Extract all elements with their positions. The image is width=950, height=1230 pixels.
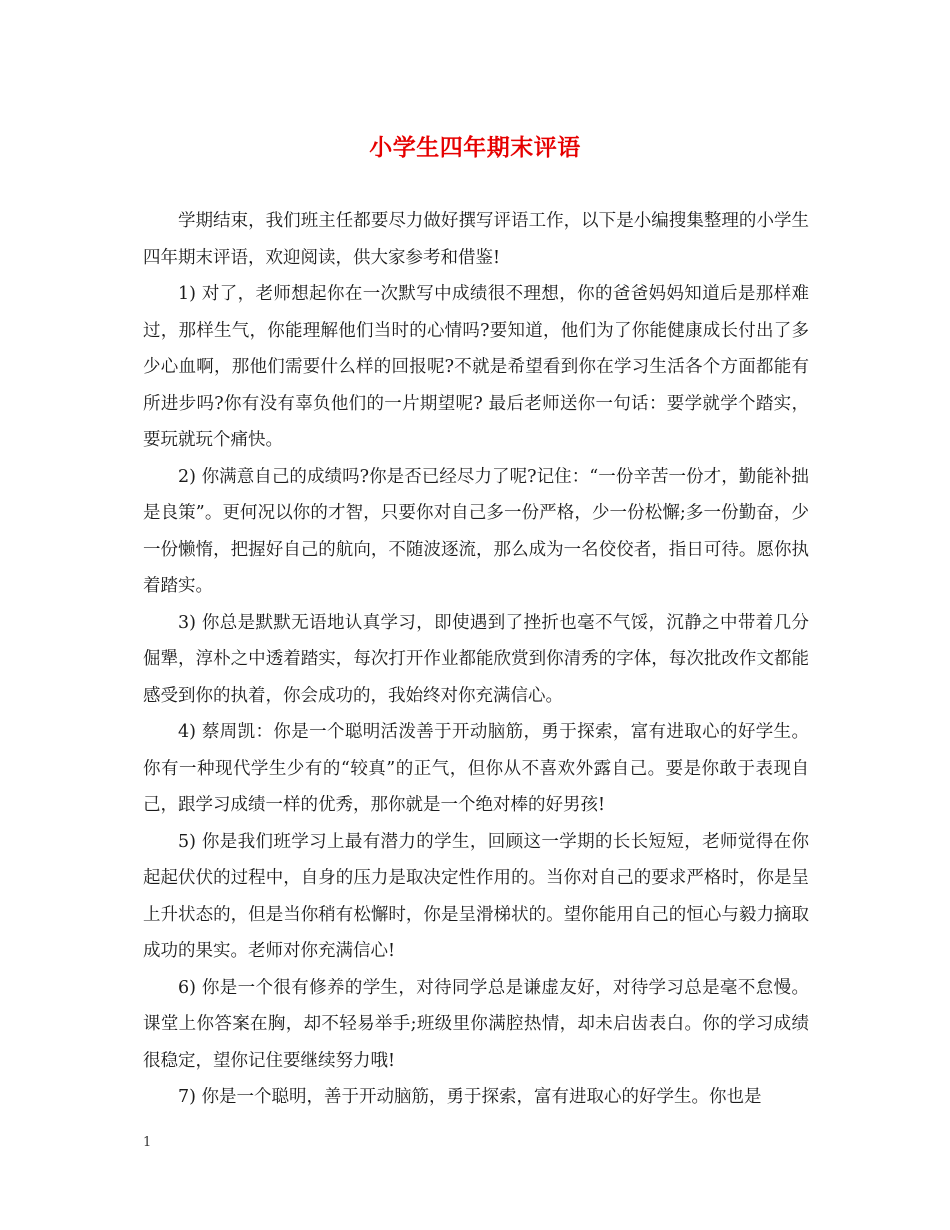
comment-paragraph-3: 3) 你总是默默无语地认真学习，即使遇到了挫折也毫不气馁，沉静之中带着几分倔犟，淳朴之中透着踏实，每次打开作业都能欣赏到你清秀的字体，每次批改作文都能感受到你的执着，你会成功的，我始终对你充满信心。 xyxy=(143,612,809,706)
comment-paragraph-5: 5) 你是我们班学习上最有潜力的学生，回顾这一学期的长长短短，老师觉得在你起起伏伏的过程中，自身的压力是取决定性作用的。当你对自己的要求严格时，你是呈上升状态的，但是当你稍有松懈时，你是呈滑梯状的。望你能用自己的恒心与毅力摘取成功的果实。老师对你充满信心! xyxy=(143,831,809,961)
comment-paragraph-4: 4) 蔡周凯：你是一个聪明活泼善于开动脑筋，勇于探索，富有进取心的好学生。你有一种现代学生少有的“较真”的正气，但你从不喜欢外露自己。要是你敢于表现自己，跟学习成绩一样的优秀，那你就是一个绝对棒的好男孩! xyxy=(143,722,809,815)
document-body xyxy=(143,203,809,1116)
page-number: 1 xyxy=(143,1135,152,1150)
comment-paragraph-6: 6) 你是一个很有修养的学生，对待同学总是谦虚友好，对待学习总是毫不怠慢。课堂上你答案在胸，却不轻易举手;班级里你满腔热情，却未启齿表白。你的学习成绩很稳定，望你记住要继续努力哦! xyxy=(143,977,809,1071)
intro-paragraph: 学期结束，我们班主任都要尽力做好撰写评语工作，以下是小编搜集整理的小学生四年期末评语，欢迎阅读，供大家参考和借鉴! xyxy=(143,211,809,268)
document-title: 小学生四年期末评语 xyxy=(369,134,581,161)
comment-paragraph-1: 1) 对了，老师想起你在一次默写中成绩很不理想，你的爸爸妈妈知道后是那样难过，那样生气，你能理解他们当时的心情吗?要知道，他们为了你能健康成长付出了多少心血啊，那他们需要什么样的回报呢?不就是希望看到你在学习生活各个方面都能有所进步吗?你有没有辜负他们的一片期望呢? 最后老师送你一句话：要学就学个踏实，要玩就玩个痛快。 xyxy=(143,284,809,450)
comment-paragraph-2: 2) 你满意自己的成绩吗?你是否已经尽力了呢?记住：“一份辛苦一份才，勤能补拙是良策”。更何况以你的才智，只要你对自己多一份严格，少一份松懈;多一份勤奋，少一份懒惰，把握好自己的航向，不随波逐流，那么成为一名佼佼者，指日可待。愿你执着踏实。 xyxy=(143,466,809,596)
comment-paragraph-7: 7) 你是一个聪明，善于开动脑筋，勇于探索，富有进取心的好学生。你也是 xyxy=(178,1087,762,1107)
